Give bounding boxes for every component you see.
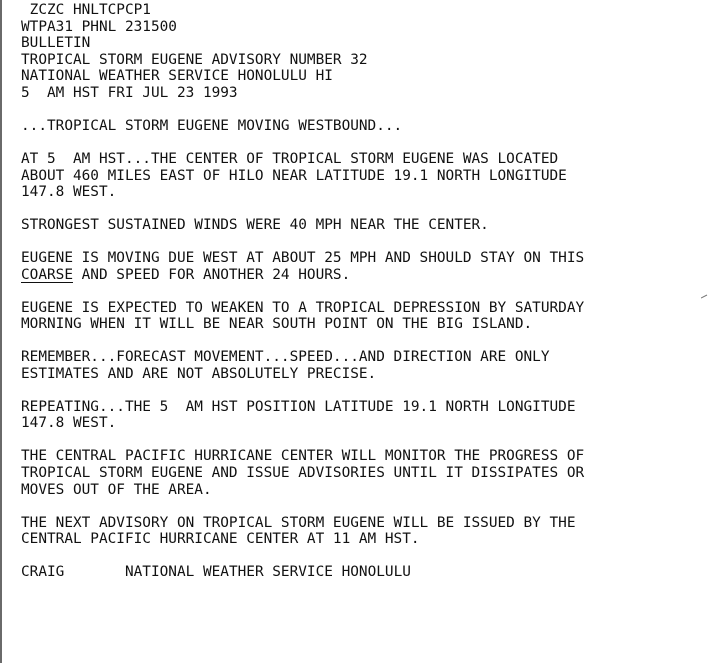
headline: ...TROPICAL STORM EUGENE MOVING WESTBOUND... <box>21 117 403 134</box>
header-line-6: 5 AM HST FRI JUL 23 1993 <box>21 84 238 101</box>
repeating-paragraph <box>21 399 701 432</box>
header-block <box>21 2 701 102</box>
winds-paragraph <box>21 217 701 234</box>
para-line: 147.8 WEST. <box>21 415 117 432</box>
spacer <box>21 548 701 564</box>
header-line-5: NATIONAL WEATHER SERVICE HONOLULU HI <box>21 68 333 85</box>
para-line: AT 5 AM HST...THE CENTER OF TROPICAL STORM EUGENE WAS LOCATED <box>21 150 559 167</box>
para-line: ESTIMATES AND ARE NOT ABSOLUTELY PRECISE. <box>21 365 377 382</box>
para-line: 147.8 WEST. <box>21 184 117 201</box>
para-line: MOVES OUT OF THE AREA. <box>21 481 212 498</box>
para-line: EUGENE IS MOVING DUE WEST AT ABOUT 25 MPH AND SHOULD STAY ON THIS <box>21 250 585 267</box>
spacer <box>21 201 701 217</box>
spacer <box>21 333 701 349</box>
remember-paragraph <box>21 349 701 382</box>
spacer <box>21 283 701 299</box>
forecaster-name: CRAIG <box>21 564 65 581</box>
next-advisory-paragraph <box>21 515 701 548</box>
spacer <box>21 382 701 398</box>
para-line: STRONGEST SUSTAINED WINDS WERE 40 MPH NEAR THE CENTER. <box>21 217 489 234</box>
para-line-rest: AND SPEED FOR ANOTHER 24 HOURS. <box>72 266 351 283</box>
signature-line <box>21 564 701 581</box>
header-line-3: BULLETIN <box>21 35 91 52</box>
underlined-word: COARSE <box>21 266 73 283</box>
para-line: THE NEXT ADVISORY ON TROPICAL STORM EUGENE WILL BE ISSUED BY THE <box>21 514 576 531</box>
monitor-paragraph <box>21 448 701 498</box>
office-name: NATIONAL WEATHER SERVICE HONOLULU <box>124 564 411 581</box>
para-line: REPEATING...THE 5 AM HST POSITION LATITUDE 19.1 NORTH LONGITUDE <box>21 398 576 415</box>
spacer <box>21 234 701 250</box>
spacer <box>21 135 701 151</box>
header-line-2: WTPA31 PHNL 231500 <box>21 18 177 35</box>
forecast-paragraph <box>21 300 701 333</box>
advisory-document <box>21 2 701 581</box>
spacer <box>21 432 701 448</box>
pen-mark-icon <box>701 294 708 299</box>
para-line: MORNING WHEN IT WILL BE NEAR SOUTH POINT ON THE BIG ISLAND. <box>21 316 533 333</box>
para-line <box>21 267 701 284</box>
para-line: REMEMBER...FORECAST MOVEMENT...SPEED...AND DIRECTION ARE ONLY <box>21 349 550 366</box>
header-line-4: TROPICAL STORM EUGENE ADVISORY NUMBER 32 <box>21 51 368 68</box>
scan-left-edge <box>0 0 2 663</box>
para-line: ABOUT 460 MILES EAST OF HILO NEAR LATITUDE 19.1 NORTH LONGITUDE <box>21 167 567 184</box>
spacer <box>21 498 701 514</box>
para-line: TROPICAL STORM EUGENE AND ISSUE ADVISORIES UNTIL IT DISSIPATES OR <box>21 465 585 481</box>
para-line: EUGENE IS EXPECTED TO WEAKEN TO A TROPICAL DEPRESSION BY SATURDAY <box>21 299 585 316</box>
movement-paragraph <box>21 250 701 283</box>
header-line-1: ZCZC HNLTCPCP1 <box>21 2 151 18</box>
signature-spacing <box>64 564 125 580</box>
para-line: CENTRAL PACIFIC HURRICANE CENTER AT 11 AM HST. <box>21 531 420 548</box>
para-line: THE CENTRAL PACIFIC HURRICANE CENTER WILL MONITOR THE PROGRESS OF <box>21 448 585 465</box>
location-paragraph <box>21 151 701 201</box>
spacer <box>21 102 701 118</box>
